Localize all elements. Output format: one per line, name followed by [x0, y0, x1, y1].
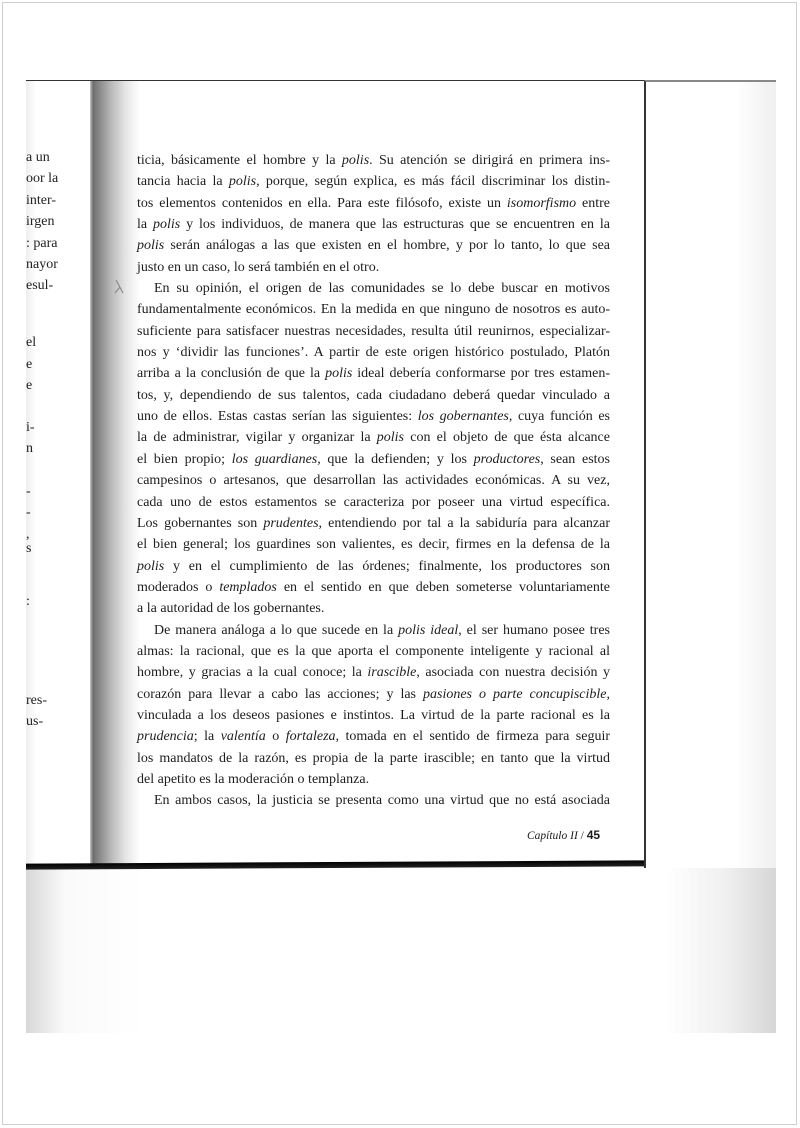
text-run: cada uno de estos estamentos se caracteriza por poseer una virtud específica. [137, 494, 610, 510]
text-run: entre [576, 195, 610, 211]
text-run: el bien propio; [137, 451, 232, 467]
text-run: la [137, 217, 153, 233]
text-line [137, 321, 610, 342]
italic-term: polis [376, 430, 405, 446]
fragment: : [26, 594, 30, 609]
italic-term: prudentes [263, 515, 319, 531]
italic-term: los gobernantes [417, 409, 509, 425]
text-run: Los gobernantes son [137, 515, 264, 531]
fragment: e [26, 357, 33, 372]
text-run: del apetito es la moderación o templanza. [137, 771, 370, 787]
text-line [137, 492, 610, 513]
text-run: corazón para llevar a cabo las acciones; y las [137, 686, 423, 702]
text-line [137, 406, 610, 427]
footer-separator: / [577, 830, 587, 842]
text-line [137, 214, 610, 235]
fragment: res- [26, 693, 47, 708]
chapter-label: Capítulo II [527, 830, 578, 842]
text-line [137, 193, 610, 214]
text-run: , porque, según explica, es más fácil discriminar los distin- [256, 174, 611, 190]
text-line [137, 662, 610, 683]
fragment: inter- [26, 193, 57, 208]
italic-term: isomorfismo [506, 195, 577, 211]
text-run: arriba a la conclusión de que la [137, 366, 326, 382]
text-run: con el objeto de que ésta alcance [404, 430, 610, 446]
text-run: En ambos casos, la justicia se presenta como una virtud que no está asociada [154, 793, 610, 809]
fragment: irgen [26, 214, 55, 229]
fragment: e [26, 378, 33, 393]
text-run: En su opinión, el origen de las comunidades se lo debe buscar en motivos [154, 281, 610, 297]
text-line [137, 257, 610, 278]
italic-term: fortaleza [285, 729, 336, 745]
text-line [137, 790, 610, 811]
text-line [137, 598, 610, 619]
text-run: campesinos o artesanos, que desarrollan las actividades económicas. A su vez, [137, 473, 610, 489]
scan-bottom-area [26, 868, 776, 1033]
fragment: i- [26, 420, 35, 435]
fragment: oor la [26, 171, 59, 186]
text-run: el bien general; los guardines son valientes, es decir, firmes en la defensa de la [137, 537, 610, 553]
fragment: , [26, 527, 30, 542]
fragment: us- [26, 714, 44, 729]
text-run: nos y ‘dividir las funciones’. A partir de este origen histórico postulado, Platón [137, 345, 610, 361]
text-run: , [606, 686, 610, 702]
italic-term: irascible [367, 665, 417, 681]
page-number: 45 [586, 828, 601, 842]
text-line [137, 748, 610, 769]
text-line [137, 705, 610, 726]
pencil-mark-icon [113, 279, 127, 295]
italic-term: polis [137, 238, 165, 254]
italic-term: los guardianes [231, 451, 318, 467]
fragment: el [26, 335, 37, 350]
italic-term: polis [152, 217, 181, 233]
text-run: , que la defienden; y los [317, 451, 474, 467]
text-run: ticia, básicamente el hombre y la [137, 153, 342, 168]
fragment: a un [26, 150, 50, 165]
text-line [137, 299, 610, 320]
text-line [137, 684, 610, 705]
fragment: esul- [26, 278, 54, 293]
text-line [137, 385, 610, 406]
text-line [137, 150, 610, 171]
text-line [137, 278, 610, 299]
page-footer [527, 828, 600, 842]
text-run: suficiente para satisfacer nuestras necesidades, resulta útil reunirnos, especializar- [137, 323, 610, 339]
italic-term: pasiones o parte concupiscible [423, 686, 607, 702]
text-run: ideal debería conformarse por tres estamen- [352, 366, 610, 382]
text-line [137, 342, 610, 363]
italic-term: polis [341, 153, 370, 168]
text-line [137, 620, 610, 641]
fragment: - [26, 505, 31, 520]
text-line [137, 726, 610, 747]
text-line [137, 427, 610, 448]
text-run: . Su atención se dirigirá en primera ins- [369, 153, 610, 168]
text-run: De manera análoga a lo que sucede en la [154, 622, 399, 638]
text-line [137, 769, 610, 790]
text-line [137, 470, 610, 491]
text-run: hombre, y gracias a la cual conoce; la [137, 665, 368, 681]
text-run: , sean estos [540, 451, 610, 467]
text-line [137, 235, 610, 256]
text-run: en el sentido en que deben someterse voluntariamente [276, 579, 611, 595]
text-run: almas: la racional, que es la que aporta el componente inteligente y racional al [137, 643, 610, 659]
text-run: , entendiendo por tal a la sabiduría para alcanzar [318, 515, 611, 531]
text-line [137, 641, 610, 662]
text-line [137, 513, 610, 534]
text-run: vinculada a los deseos pasiones e instintos. La virtud de la parte racional es la [137, 707, 610, 723]
body-text [137, 150, 610, 812]
fragment: : para [26, 236, 58, 251]
text-run: ; la [193, 729, 221, 745]
text-run: la de administrar, vigilar y organizar la [137, 430, 377, 446]
italic-term: polis [137, 558, 165, 574]
text-run: justo en un caso, lo será también en el otro. [137, 259, 380, 275]
text-run: tos, y, dependiendo de sus talentos, cada ciudadano deberá quedar vinculado a [137, 387, 610, 403]
text-run: tos elementos contenidos en ella. Para este filósofo, existe un [137, 195, 507, 211]
text-run: moderados o [137, 579, 220, 595]
text-line [137, 534, 610, 555]
text-line [137, 577, 610, 598]
text-run: , cuya función es [508, 409, 610, 425]
italic-term: productores [473, 451, 541, 467]
fragment: - [26, 484, 31, 499]
italic-term: templados [219, 579, 277, 595]
italic-term: prudencia [137, 729, 194, 745]
text-line [137, 171, 610, 192]
fragment: n [26, 441, 33, 456]
text-run: y en el cumplimiento de las órdenes; finalmente, los productores son [164, 558, 610, 574]
text-line [137, 556, 610, 577]
text-run: a la autoridad de los gobernantes. [137, 601, 325, 617]
text-run: y los individuos, de manera que las estructuras que se encuentren en la [180, 217, 610, 233]
text-run: tancia hacia la [137, 174, 229, 190]
italic-term: valentía [220, 729, 266, 745]
text-run: serán análogas a las que existen en el hombre, y por lo tanto, lo que sea [164, 238, 610, 254]
text-run: , el ser humano posee tres [458, 622, 610, 638]
text-run: los mandatos de la razón, es propia de la parte irascible; en tanto que la virtud [137, 750, 610, 766]
next-page-edge [644, 80, 776, 868]
text-line [137, 363, 610, 384]
italic-term: polis ideal [398, 622, 459, 638]
text-run: , tomada en el sentido de firmeza para seguir [335, 729, 610, 745]
text-run: uno de ellos. Estas castas serían las siguientes: [137, 409, 418, 425]
fragment: nayor [26, 257, 58, 272]
text-line [137, 449, 610, 470]
fragment: s [26, 541, 32, 556]
text-run: fundamentalmente económicos. En la medida en que ninguno de nosotros es auto- [137, 302, 610, 318]
italic-term: polis [228, 174, 257, 190]
italic-term: polis [325, 366, 353, 382]
text-run: , asociada con nuestra decisión y [416, 665, 610, 681]
text-run: o [265, 729, 286, 745]
book-gutter-shadow [90, 81, 140, 868]
